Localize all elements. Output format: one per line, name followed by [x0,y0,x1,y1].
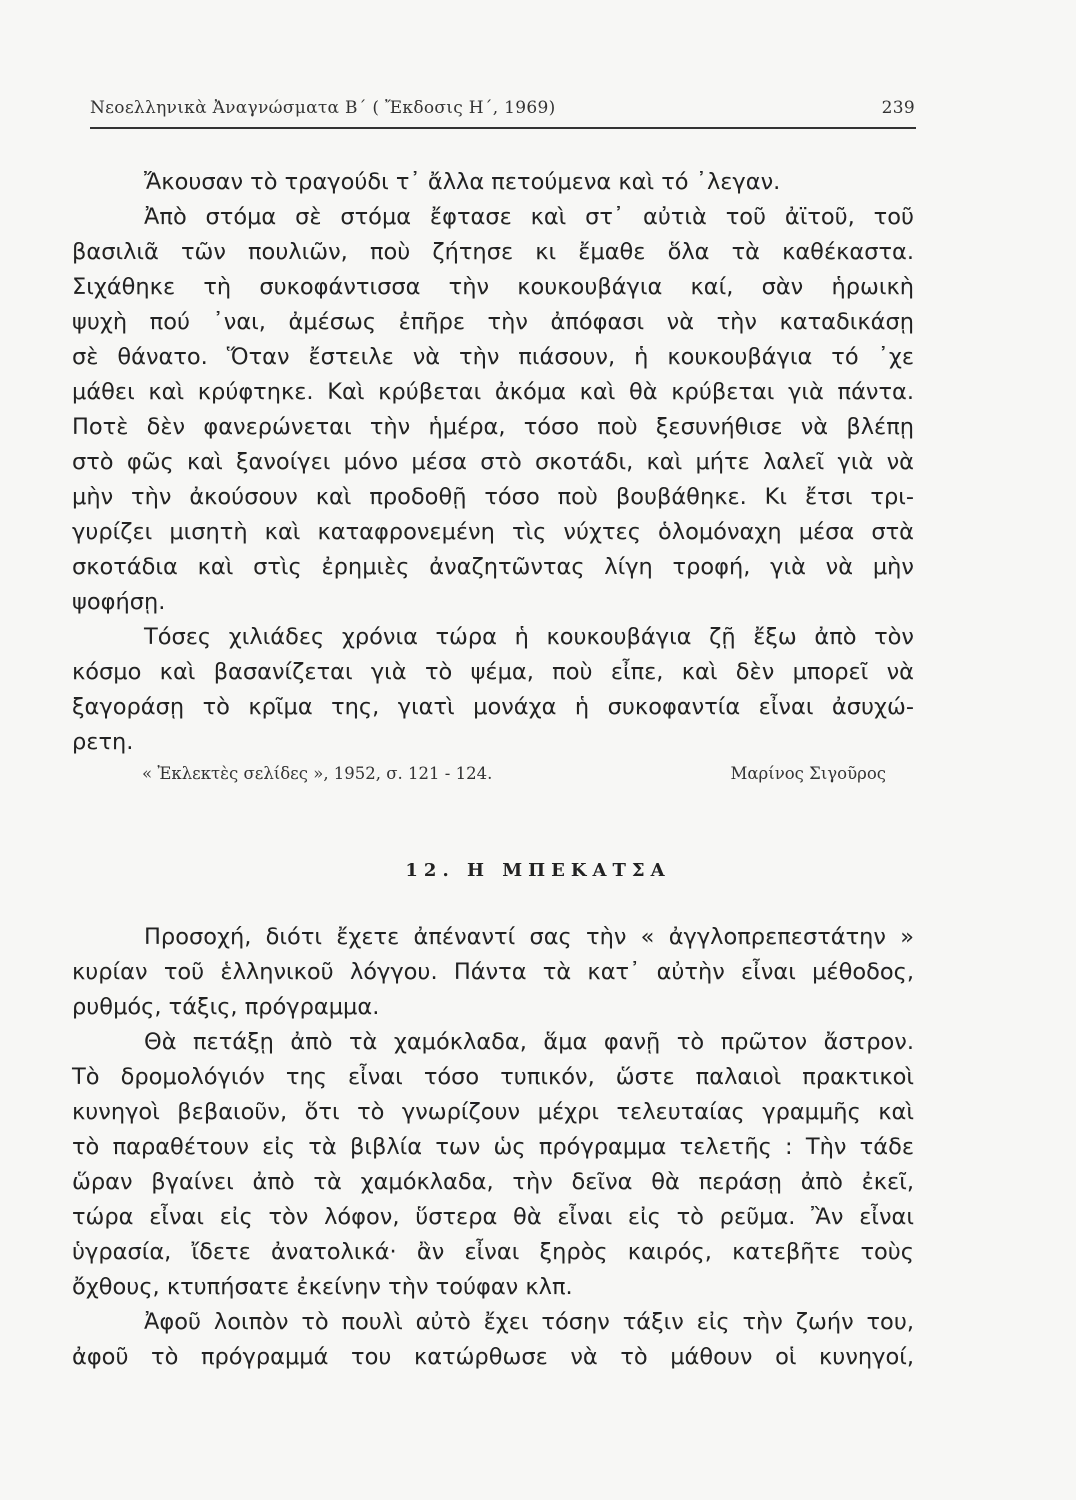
text-line: Ἀπὸ στόμα σὲ στόμα ἔφτασε καὶ στ᾽ αὐτιὰ τοῦ ἀϊτοῦ, τοῦ [144,204,914,230]
text-line: Τὸ δρομολόγιόν της εἶναι τόσο τυπικόν, ὥστε παλαιοὶ πρακτικοὶ [72,1064,914,1090]
text-line: ὄχθους, κτυπήσατε ἐκείνην τὴν τούφαν κλπ. [72,1274,573,1300]
text-line: κόσμο καὶ βασανίζεται γιὰ τὸ ψέμα, ποὺ εἶπε, καὶ δὲν μπορεῖ νὰ [72,659,914,685]
text-line: Θὰ πετάξῃ ἀπὸ τὰ χαμόκλαδα, ἅμα φανῇ τὸ πρῶτον ἄστρον. [144,1029,914,1055]
text-line: βασιλιᾶ τῶν πουλιῶν, ποὺ ζήτησε κι ἔμαθε ὅλα τὰ καθέκαστα. [72,239,914,265]
text-line: ὥραν βγαίνει ἀπὸ τὰ χαμόκλαδα, τὴν δεῖνα θὰ περάσῃ ἀπὸ ἐκεῖ, [72,1169,914,1195]
section-title: 12. Η ΜΠΕΚΑΤΣΑ [405,860,671,881]
page-number: 239 [881,98,915,118]
text-line: ξαγοράσῃ τὸ κρῖμα της, γιατὶ μονάχα ἡ συκοφαντία εἶναι ἀσυχώ- [72,694,914,720]
text-line: κυνηγοὶ βεβαιοῦν, ὅτι τὸ γνωρίζουν μέχρι τελευταίας γραμμῆς καὶ [72,1099,914,1125]
text-line: Ἀφοῦ λοιπὸν τὸ πουλὶ αὐτὸ ἔχει τόσην τάξιν εἰς τὴν ζωήν του, [144,1309,914,1335]
text-line: Προσοχή, διότι ἔχετε ἀπέναντί σας τὴν « ἀγγλοπρεπεστάτην » [144,924,914,950]
text-line: ψυχὴ πού ᾽ναι, ἀμέσως ἐπῆρε τὴν ἀπόφασι νὰ τὴν καταδικάσῃ [72,309,914,335]
header-rule [90,127,916,129]
running-header [90,98,915,118]
text-line: σκοτάδια καὶ στὶς ἐρημιὲς ἀναζητῶντας λίγη τροφή, γιὰ νὰ μὴν [72,554,914,580]
text-line: Ποτὲ δὲν φανερώνεται τὴν ἡμέρα, τόσο ποὺ ξεσυνήθισε νὰ βλέπῃ [72,414,914,440]
section-text-block [72,920,914,1375]
citation-author: Μαρίνος Σιγοῦρος [730,764,886,783]
text-line: Σιχάθηκε τὴ συκοφάντισσα τὴν κουκουβάγια καί, σὰν ἡρωικὴ [72,274,914,300]
text-line: κυρίαν τοῦ ἑλληνικοῦ λόγγου. Πάντα τὰ κατ᾽ αὐτὴν εἶναι μέθοδος, [72,959,914,985]
citation-source: « Ἐκλεκτὲς σελίδες », 1952, σ. 121 - 124. [142,764,493,783]
story-text-block [72,165,914,760]
text-line: μάθει καὶ κρύφτηκε. Καὶ κρύβεται ἀκόμα καὶ θὰ κρύβεται γιὰ πάντα. [72,379,914,405]
text-line: τώρα εἶναι εἰς τὸν λόφον, ὕστερα θὰ εἶναι εἰς τὸ ρεῦμα. Ἂν εἶναι [72,1204,914,1230]
citation [142,764,886,783]
text-line: Ἄκουσαν τὸ τραγούδι τ᾽ ἄλλα πετούμενα καὶ τό ᾽λεγαν. [144,169,781,195]
text-line: ρετη. [72,729,134,755]
text-line: τὸ παραθέτουν εἰς τὰ βιβλία των ὡς πρόγραμμα τελετῆς : Τὴν τάδε [72,1134,914,1160]
text-line: ρυθμός, τάξις, πρόγραμμα. [72,994,380,1020]
text-line: σὲ θάνατο. Ὅταν ἔστειλε νὰ τὴν πιάσουν, ἡ κουκουβάγια τό ᾽χε [72,344,914,370]
text-line: γυρίζει μισητὴ καὶ καταφρονεμένη τὶς νύχτες ὁλομόναχη μέσα στὰ [72,519,914,545]
text-line: Τόσες χιλιάδες χρόνια τώρα ἡ κουκουβάγια ζῇ ἔξω ἀπὸ τὸν [144,624,914,650]
text-line: ὑγρασία, ἴδετε ἀνατολικά· ἂν εἶναι ξηρὸς καιρός, κατεβῆτε τοὺς [72,1239,914,1265]
text-line: στὸ φῶς καὶ ξανοίγει μόνο μέσα στὸ σκοτάδι, καὶ μήτε λαλεῖ γιὰ νὰ [72,449,914,475]
running-title: Νεοελληνικὰ Ἀναγνώσματα Β΄ ( Ἔκδοσις Η΄, 1969) [90,98,556,118]
text-line: ἀφοῦ τὸ πρόγραμμά του κατώρθωσε νὰ τὸ μάθουν οἱ κυνηγοί, [72,1344,914,1370]
text-line: ψοφήσῃ. [72,589,166,615]
text-line: μὴν τὴν ἀκούσουν καὶ προδοθῇ τόσο ποὺ βουβάθηκε. Κι ἔτσι τρι- [72,484,914,510]
